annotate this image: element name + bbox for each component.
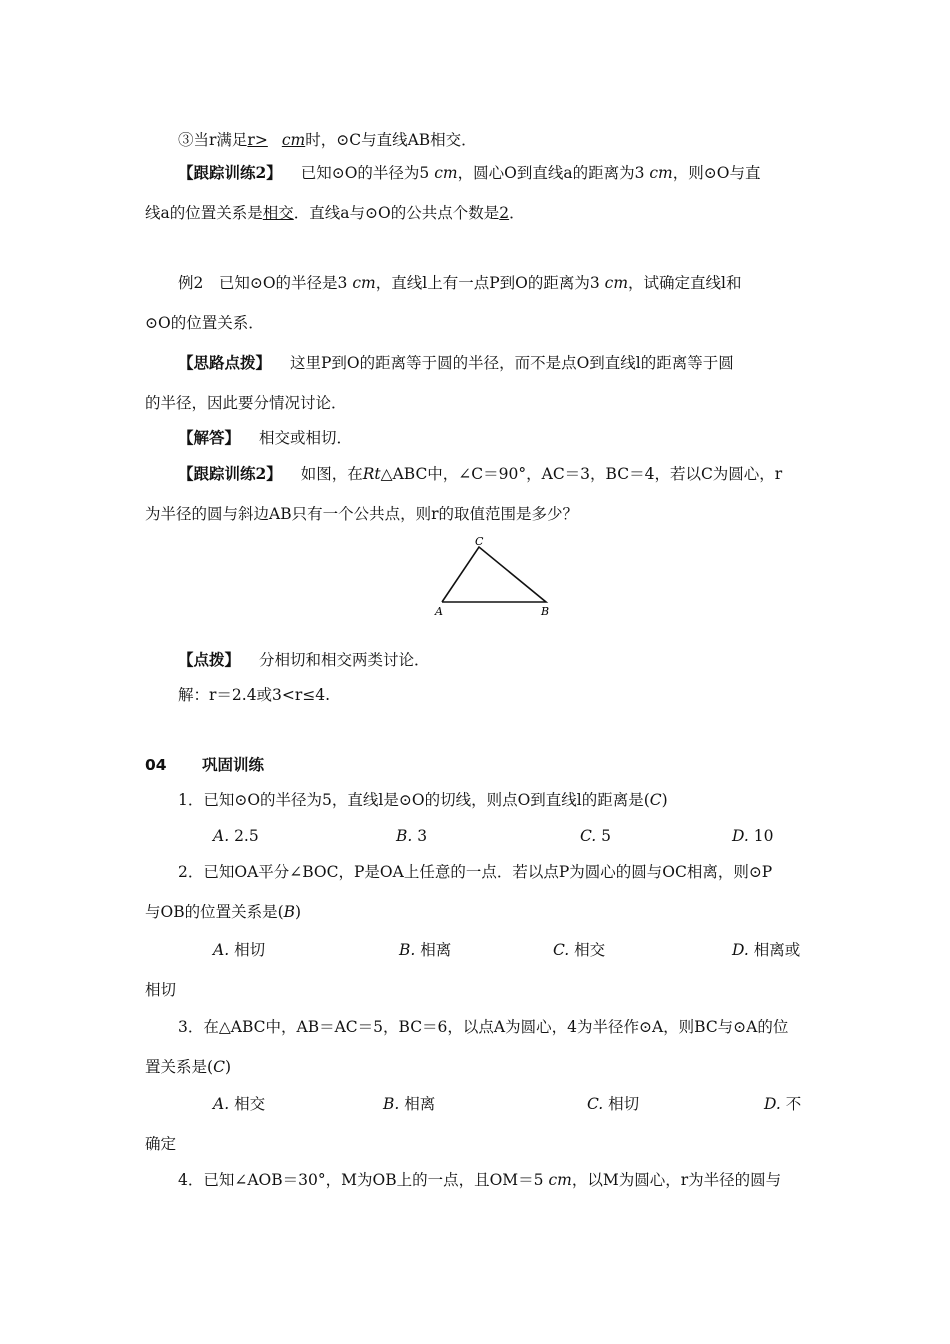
option-text: 相交 [574,941,606,959]
option-b [399,940,451,960]
option-c [553,940,605,960]
question-text: ，以M为圆心，r为半径的圆与 [571,1171,782,1189]
option-letter: D. [764,1095,781,1113]
section-tag: 【跟踪训练2】 [178,464,282,483]
text: ) [224,1058,231,1076]
option-letter: A. [213,941,230,959]
question-2 [178,862,772,882]
exercise-line [178,464,782,484]
option-text: 确定 [145,1135,177,1153]
text: ) [661,791,668,809]
option-c [587,1094,639,1114]
option-letter: D. [732,827,749,845]
vertex-label-b: B [541,605,550,618]
text: ③当r满足 [178,131,248,149]
text: 这里P到O的距离等于圆的半径，而不是点O到直线l的距离等于圆 [289,354,734,372]
option-text: 不 [785,1095,802,1113]
text: 线a的位置关系是 [145,204,263,222]
option-text: 相离 [420,941,452,959]
unit: cm [604,274,629,292]
question-1 [178,790,668,810]
text: 为半径的圆与斜边AB只有一个公共点，则r的取值范围是多少？ [145,505,578,523]
question-text: 2．已知OA平分∠BOC，P是OA上任意的一点．若以点P为圆心的圆与OC相离，则⊙P [178,863,773,881]
option-text: 相切 [145,981,177,999]
option-letter: A. [213,1095,230,1113]
text: 例2 已知⊙O的半径是3 [178,274,348,292]
option-b [383,1094,435,1114]
text: ，则⊙O与直 [672,164,761,182]
section-tag: 【点拨】 [178,650,241,669]
text: △ABC中，∠C＝90°，AC＝3，BC＝4，若以C为圆心，r [380,465,783,483]
text: 的半径，因此要分情况讨论． [145,394,347,412]
vertex-label-a: A [435,605,443,618]
text: ，试确定直线l和 [628,274,742,292]
question-text: 与OB的位置关系是( [145,903,284,921]
section-heading [145,755,264,775]
blank-answer: 2 [499,204,510,222]
answer-line [178,685,330,705]
exercise-line [145,504,578,524]
option-text: 相交 [234,1095,266,1113]
text: ，圆心O到直线a的距离为3 [457,164,645,182]
option-a [213,1094,265,1114]
example-line [145,313,264,333]
section-tag: 【思路点拨】 [178,353,272,372]
text-line [178,130,477,150]
text: ，直线l上有一点P到O的距离为3 [375,274,600,292]
option-text: 相离或 [753,941,801,959]
solution-line [178,428,352,448]
triangle-abc [442,547,546,602]
text: ⊙O的位置关系． [145,314,264,332]
option-d [732,940,800,960]
blank-answer: 相交 [262,204,294,222]
option-letter: D. [732,941,749,959]
question-3 [178,1017,788,1037]
question-4 [178,1170,781,1190]
question-text: 3．在△ABC中，AB＝AC＝5，BC＝6，以点A为圆心，4为半径作⊙A，则BC与⊙A的位 [178,1018,789,1036]
option-text: 10 [753,827,774,845]
option-letter: A. [213,827,230,845]
option-wrap [145,1134,176,1154]
answer-choice: C [649,791,662,809]
option-a [213,826,259,846]
option-c [580,826,611,846]
hint-line [178,353,734,373]
text: 时，⊙C与直线AB相交． [305,131,477,149]
answer-choice: C [213,1058,225,1076]
question-2 [145,902,301,922]
unit: cm [649,164,673,182]
exercise-line [178,163,760,183]
option-text: 3 [417,827,428,845]
section-tag: 【跟踪训练2】 [178,163,282,182]
unit: cm [548,1171,572,1189]
option-d [764,1094,801,1114]
section-tag: 【解答】 [178,428,241,447]
tip-line [178,650,429,670]
option-letter: C. [580,827,597,845]
section-title: 巩固训练 [201,756,264,774]
vertex-label-c: C [475,535,484,548]
text: ．直线a与⊙O的公共点个数是 [293,204,500,222]
text: 解：r＝2.4或3<r≤4. [178,686,331,704]
exercise-line [145,203,525,223]
question-text: 4．已知∠AOB＝30°，M为OB上的一点，且OM＝5 [178,1171,544,1189]
question-text: 置关系是( [145,1058,214,1076]
option-text: 相切 [608,1095,640,1113]
option-wrap [145,980,176,1000]
option-text: 5 [601,827,612,845]
triangle-figure [425,532,565,622]
hint-line [145,393,347,413]
answer-choice: B [283,903,296,921]
text: 相交或相切． [258,429,352,447]
option-b [396,826,427,846]
example-line [178,273,742,293]
option-text: 相切 [234,941,266,959]
text: ) [295,903,302,921]
option-a [213,940,265,960]
option-letter: C. [553,941,570,959]
unit: cm [434,164,458,182]
option-letter: B. [383,1095,400,1113]
option-text: 相离 [404,1095,436,1113]
unit: cm [281,131,306,149]
option-letter: B. [399,941,416,959]
option-d [732,826,773,846]
blank-answer: r> [247,131,268,149]
question-3 [145,1057,231,1077]
option-letter: B. [396,827,413,845]
text: 已知⊙O的半径为5 [300,164,430,182]
text: ． [509,204,525,222]
option-letter: C. [587,1095,604,1113]
unit: cm [352,274,376,292]
option-text: 2.5 [234,827,259,845]
text: Rt [362,465,381,483]
question-text: 1．已知⊙O的半径为5，直线l是⊙O的切线，则点O到直线l的距离是( [178,791,650,809]
section-number: 04 [145,756,167,774]
text: 如图，在 [300,465,363,483]
text: 分相切和相交两类讨论． [258,651,430,669]
